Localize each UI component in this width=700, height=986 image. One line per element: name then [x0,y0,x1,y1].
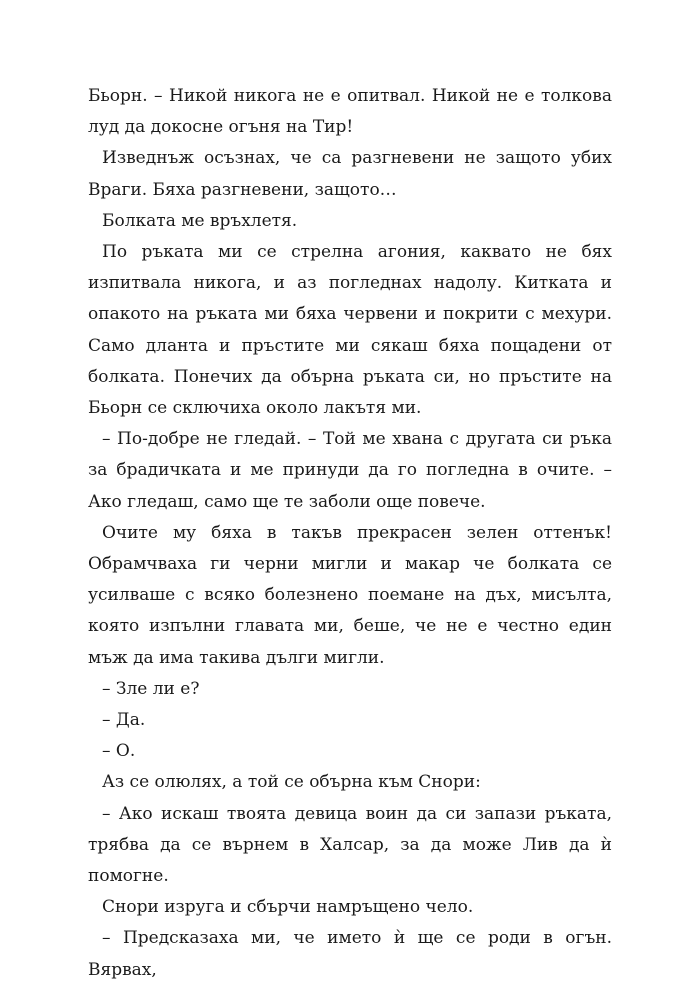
paragraph: Очите му бяха в такъв прекрасен зелен оттенък! Обрамчваха ги черни мигли и макар че болката се усилваше с всяко болезнено поемане на дъх, мисълта, която изпълни главата ми, беше, че не е честно един мъж да има такива дълги мигли. [88,522,612,668]
paragraph: – О. [102,741,136,762]
paragraph: – Ако искаш твоята девица воин да си запази ръката, трябва да се върнем в Халсар, за да може Лив да ѝ помогне. [88,803,612,887]
paragraph: Болката ме връхлетя. [102,210,298,231]
paragraph: – Предсказаха ми, че името ѝ ще се роди в огън. Вярвах, [88,928,612,980]
paragraph: – По-добре не гледай. – Той ме хвана с другата си ръка за брадичката и ме принуди да го погледна в очите. – Ако гледаш, само ще те заболи още повече. [88,429,612,512]
paragraph: По ръката ми се стрелна агония, каквато не бях изпитвала никога, и аз погледнах надолу. Китката и опакото на ръката ми бяха червени и покрити с мехури. Само дланта и пръстите ми сякаш бяха пощадени от болката. Понечих да обърна ръката си, но пръстите на Бьорн се сключиха около лакътя ми. [88,242,612,419]
paragraph: Изведнъж осъзнах, че са разгневени не защото убих Враги. Бяха разгневени, защото… [88,148,612,200]
paragraph: Бьорн. – Никой никога не е опитвал. Никой не е толкова луд да докосне огъня на Тир! [88,86,612,138]
paragraph: – Да. [102,710,146,731]
paragraph: Снори изруга и сбърчи намръщено чело. [102,897,474,918]
paragraph: – Зле ли е? [102,678,200,699]
page-text [88,81,612,986]
paragraph: Аз се олюлях, а той се обърна към Снори: [102,772,481,793]
